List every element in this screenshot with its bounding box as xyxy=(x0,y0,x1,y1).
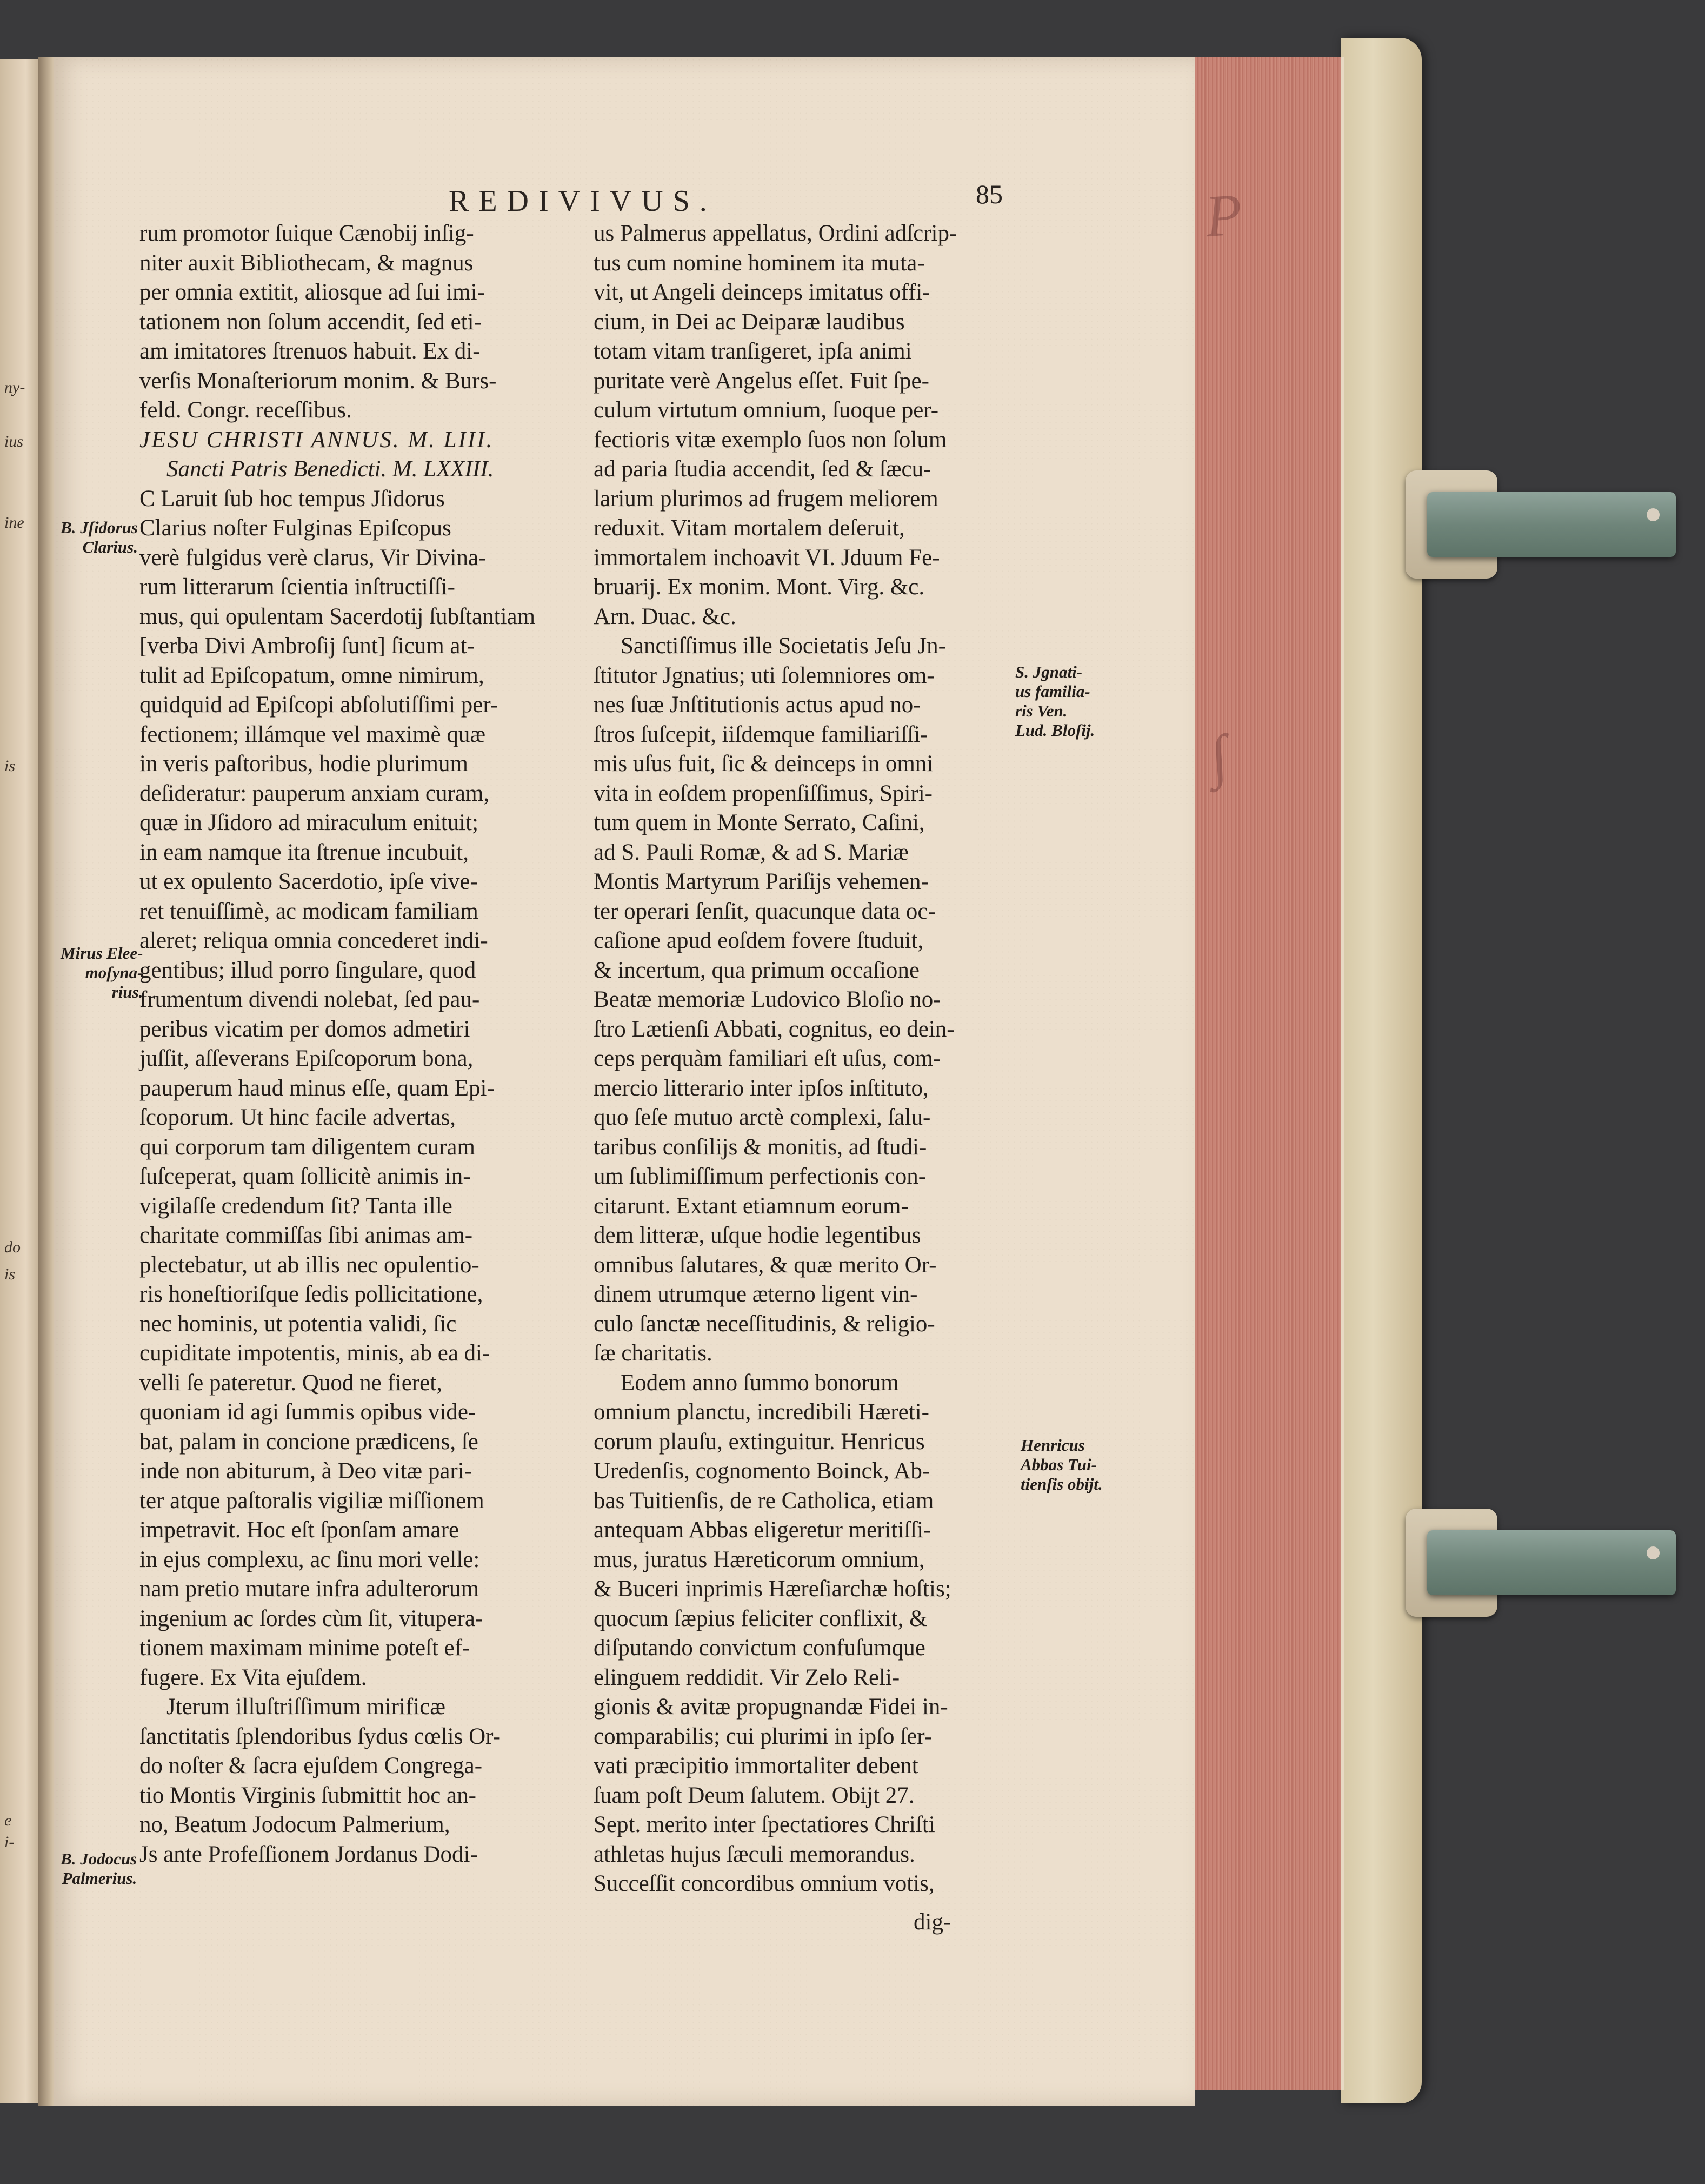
text-line: dem litteræ, uſque hodie legentibus xyxy=(594,1223,921,1248)
left-page-fragment: ius xyxy=(4,433,24,450)
text-line: aleret; reliqua omnia concederet indi- xyxy=(139,928,488,953)
text-line: tus cum nomine hominem ita muta- xyxy=(594,250,925,276)
text-line: Sept. merito inter ſpectatiores Chriſti xyxy=(594,1812,935,1837)
text-line: fectionem; illámque vel maximè quæ xyxy=(139,721,486,747)
text-line: in ejus complexu, ac ſinu mori velle: xyxy=(139,1546,480,1572)
text-line: Arn. Duac. &c. xyxy=(594,603,736,629)
left-page-fragment: do xyxy=(4,1238,21,1256)
text-line: puritate verè Angelus eſſet. Fuit ſpe- xyxy=(594,368,929,394)
text-line: ter atque paſtoralis vigiliæ miſſionem xyxy=(139,1488,484,1513)
text-line: mis uſus fuit, ſic & deinceps in omni xyxy=(594,751,934,776)
upper-clasp xyxy=(1406,470,1676,579)
text-line: & Buceri inprimis Hæreſiarchæ hoſtis; xyxy=(594,1576,951,1602)
text-line: am imitatores ſtrenuos habuit. Ex di- xyxy=(139,338,481,364)
fore-edge-ink-mark: Ρ xyxy=(1203,181,1244,250)
text-line: fectioris vitæ exemplo ſuos non ſolum xyxy=(594,427,947,453)
text-line: Clarius noſter Fulginas Epiſcopus xyxy=(139,515,451,541)
text-line: cupiditate impotentis, minis, ab ea di- xyxy=(139,1340,490,1366)
text-line: & incertum, qua primum occaſione xyxy=(594,957,920,983)
text-line: bas Tuitienſis, de re Catholica, etiam xyxy=(594,1488,934,1513)
fore-edge-ink-mark: ∫ xyxy=(1208,722,1230,789)
text-line: inde non abiturum, à Deo vitæ pari- xyxy=(139,1458,472,1484)
text-line: cium, in Dei ac Deiparæ laudibus xyxy=(594,309,905,335)
text-line: [verba Divi Ambroſij ſunt] ſicum at- xyxy=(139,633,475,659)
text-line: niter auxit Bibliothecam, & magnus xyxy=(139,250,474,276)
page-fore-edge xyxy=(1195,57,1344,2090)
text-line: ſæ charitatis. xyxy=(594,1340,712,1366)
text-line: ſtitutor Jgnatius; uti ſolemniores om- xyxy=(594,662,935,688)
text-line: Js ante Profeſſionem Jordanus Dodi- xyxy=(139,1841,478,1867)
text-line: culum virtutum omnium, ſuoque per- xyxy=(594,397,939,423)
text-line: tationem non ſolum accendit, ſed eti- xyxy=(139,309,482,335)
text-line: quæ in Jſidoro ad miraculum enituit; xyxy=(139,810,479,835)
text-line: charitate commiſſas ſibi animas am- xyxy=(139,1223,473,1248)
text-line: dinem utrumque æterno ligent vin- xyxy=(594,1282,918,1307)
page-number: 85 xyxy=(976,179,1003,209)
text-line: vit, ut Angeli deinceps imitatus offi- xyxy=(594,280,930,305)
text-line: ſanctitatis ſplendoribus ſydus cœlis Or- xyxy=(139,1723,501,1749)
text-line: Sanctiſſimus ille Societatis Jeſu Jn- xyxy=(621,633,946,659)
text-line: athletas hujus ſæculi memorandus. xyxy=(594,1841,915,1867)
text-line: quo ſeſe mutuo arctè complexi, ſalu- xyxy=(594,1105,931,1130)
left-page-fragment: ny- xyxy=(4,379,25,396)
text-line: quoniam id agi ſummis opibus vide- xyxy=(139,1399,476,1425)
text-line: antequam Abbas eligeretur meritiſſi- xyxy=(594,1517,931,1543)
text-line: Sancti Patris Benedicti. M. LXXIII. xyxy=(166,456,494,482)
text-line: vati præcipitio immortaliter debent xyxy=(594,1753,918,1778)
text-line: tum quem in Monte Serrato, Caſini, xyxy=(594,810,925,835)
text-line: ret tenuiſſimè, ac modicam familiam xyxy=(139,898,478,924)
book-back-cover xyxy=(1341,38,1422,2103)
text-line: nes ſuæ Jnſtitutionis actus apud no- xyxy=(594,692,921,718)
margin-note-ignatius: S. Jgnati- us familia- ris Ven. Lud. Bloſij. xyxy=(1015,662,1095,740)
text-line: ad paria ſtudia accendit, ſed & ſæcu- xyxy=(594,456,931,482)
margin-note-jodocus: B. Jodocus Palmerius. xyxy=(61,1849,137,1888)
catchword: dig- xyxy=(914,1909,951,1935)
text-line: C Laruit ſub hoc tempus Jſidorus xyxy=(139,486,445,512)
text-line: Eodem anno ſummo bonorum xyxy=(621,1370,899,1396)
text-line: in eam namque ita ſtrenue incubuit, xyxy=(139,839,469,865)
text-line: immortalem inchoavit VI. Jduum Fe- xyxy=(594,545,940,570)
text-line: ſtro Lætienſi Abbati, cognitus, eo dein- xyxy=(594,1016,955,1042)
text-line: tulit ad Epiſcopatum, omne nimirum, xyxy=(139,662,484,688)
text-line: citarunt. Extant etiamnum eorum- xyxy=(594,1193,909,1219)
text-line: tionem maximam minime poteſt ef- xyxy=(139,1635,470,1661)
text-line: gionis & avitæ propugnandæ Fidei in- xyxy=(594,1694,948,1720)
left-page-fragment: is xyxy=(4,757,16,775)
text-line: um ſublimiſſimum perfectionis con- xyxy=(594,1164,927,1189)
text-line: ris honeſtioriſque ſedis pollicitatione, xyxy=(139,1282,483,1307)
text-line: diſputando convictum confuſumque xyxy=(594,1635,925,1661)
text-line: tio Montis Virginis ſubmittit hoc an- xyxy=(139,1782,476,1808)
text-line: vigilaſſe credendum ſit? Tanta ille xyxy=(139,1193,452,1219)
right-text-column xyxy=(594,219,1031,1899)
text-line: qui corporum tam diligentem curam xyxy=(139,1134,475,1160)
clasp-metal xyxy=(1427,1530,1676,1595)
text-line: larium plurimos ad frugem meliorem xyxy=(594,486,938,512)
text-line: JESU CHRISTI ANNUS. M. LIII. xyxy=(139,427,494,453)
text-line: ſtros ſuſcepit, iiſdemque familiariſſi- xyxy=(594,721,928,747)
text-line: ceps perquàm familiari eſt uſus, com- xyxy=(594,1046,941,1071)
text-line: do noſter & ſacra ejuſdem Congrega- xyxy=(139,1753,483,1778)
text-line: ſuſceperat, quam ſollicitè animis in- xyxy=(139,1164,471,1189)
left-page-fragment: is xyxy=(4,1265,16,1283)
margin-note-isidorus: B. Jſidorus Clarius. xyxy=(61,518,138,556)
text-line: mus, qui opulentam Sacerdotij ſubſtantiam xyxy=(139,603,536,629)
text-line: pauperum haud minus eſſe, quam Epi- xyxy=(139,1075,495,1101)
text-line: ingenium ac ſordes cùm ſit, vitupera- xyxy=(139,1605,483,1631)
text-line: ſcoporum. Ut hinc facile advertas, xyxy=(139,1105,456,1130)
text-line: feld. Congr. receſſibus. xyxy=(139,397,352,423)
text-line: velli ſe pateretur. Quod ne fieret, xyxy=(139,1370,442,1396)
text-line: taribus conſilijs & monitis, ad ſtudi- xyxy=(594,1134,927,1160)
text-line: peribus vicatim per domos admetiri xyxy=(139,1016,470,1042)
text-line: Montis Martyrum Pariſijs vehemen- xyxy=(594,869,929,894)
left-text-column xyxy=(139,219,567,1869)
text-line: no, Beatum Jodocum Palmerium, xyxy=(139,1812,450,1837)
text-line: Uredenſis, cognomento Boinck, Ab- xyxy=(594,1458,930,1484)
text-line: totam vitam tranſigeret, ipſa animi xyxy=(594,338,912,364)
left-page-edge xyxy=(0,59,43,2103)
text-line: per omnia extitit, aliosque ad ſui imi- xyxy=(139,280,485,305)
text-line: comparabilis; cui plurimi in ipſo ſer- xyxy=(594,1723,933,1749)
text-line: Succeſſit concordibus omnium votis, xyxy=(594,1871,935,1896)
left-page-fragment: ine xyxy=(4,514,24,532)
text-line: deſideratur: pauperum anxiam curam, xyxy=(139,780,490,806)
text-line: ut ex opulento Sacerdotio, ipſe vive- xyxy=(139,869,478,894)
text-line: gentibus; illud porro ſingulare, quod xyxy=(139,957,476,983)
text-line: omnium planctu, incredibili Hæreti- xyxy=(594,1399,929,1425)
text-line: juſſit, aſſeverans Epiſcoporum bona, xyxy=(139,1046,474,1071)
text-line: ter operari ſenſit, quacunque data oc- xyxy=(594,898,936,924)
text-line: rum promotor ſuique Cænobij inſig- xyxy=(139,221,474,246)
text-line: quocum ſæpius feliciter conflixit, & xyxy=(594,1605,928,1631)
text-line: plectebatur, ut ab illis nec opulentio- xyxy=(139,1252,479,1278)
text-line: corum plauſu, extinguitur. Henricus xyxy=(594,1429,925,1455)
left-page-fragment: e xyxy=(4,1811,12,1829)
margin-note-eleemosynarius: Mirus Elee- moſyna- rius. xyxy=(61,944,143,1001)
text-line: culo ſanctæ neceſſitudinis, & religio- xyxy=(594,1311,935,1337)
text-line: frumentum divendi nolebat, ſed pau- xyxy=(139,987,480,1012)
margin-note-henricus: Henricus Abbas Tui- tienſis obijt. xyxy=(1021,1436,1103,1493)
text-line: bruarij. Ex monim. Mont. Virg. &c. xyxy=(594,574,925,600)
text-line: elinguem reddidit. Vir Zelo Reli- xyxy=(594,1664,900,1690)
text-line: rum litterarum ſcientia inſtructiſſi- xyxy=(139,574,455,600)
text-line: Jterum illuſtriſſimum mirificæ xyxy=(166,1694,445,1720)
text-line: Beatæ memoriæ Ludovico Bloſio no- xyxy=(594,987,941,1012)
left-page-fragment: i- xyxy=(4,1833,15,1851)
text-line: us Palmerus appellatus, Ordini adſcrip- xyxy=(594,221,957,246)
lower-clasp xyxy=(1406,1509,1676,1617)
text-line: bat, palam in concione prædicens, ſe xyxy=(139,1429,478,1455)
text-line: omnibus ſalutares, & quæ merito Or- xyxy=(594,1252,937,1278)
text-line: nam pretio mutare infra adulterorum xyxy=(139,1576,479,1602)
running-head: REDIVIVUS. xyxy=(449,184,717,218)
text-line: mus, juratus Hæreticorum omnium, xyxy=(594,1546,925,1572)
clasp-metal xyxy=(1427,492,1676,557)
text-line: impetravit. Hoc eſt ſponſam amare xyxy=(139,1517,459,1543)
text-line: mercio litterario inter ipſos inſtituto, xyxy=(594,1075,929,1101)
text-line: ad S. Pauli Romæ, & ad S. Mariæ xyxy=(594,839,909,865)
text-line: verſis Monaſteriorum monim. & Burs- xyxy=(139,368,497,394)
text-line: vita in eoſdem propenſiſſimus, Spiri- xyxy=(594,780,933,806)
text-line: ſuam poſt Deum ſalutem. Obijt 27. xyxy=(594,1782,915,1808)
text-line: reduxit. Vitam mortalem deſeruit, xyxy=(594,515,905,541)
text-line: quidquid ad Epiſcopi abſolutiſſimi per- xyxy=(139,692,498,718)
text-line: verè fulgidus verè clarus, Vir Divina- xyxy=(139,545,487,570)
text-line: in veris paſtoribus, hodie plurimum xyxy=(139,751,468,776)
text-line: nec hominis, ut potentia validi, ſic xyxy=(139,1311,457,1337)
text-line: fugere. Ex Vita ejuſdem. xyxy=(139,1664,367,1690)
text-line: caſione apud eoſdem fovere ſtuduit, xyxy=(594,928,924,953)
